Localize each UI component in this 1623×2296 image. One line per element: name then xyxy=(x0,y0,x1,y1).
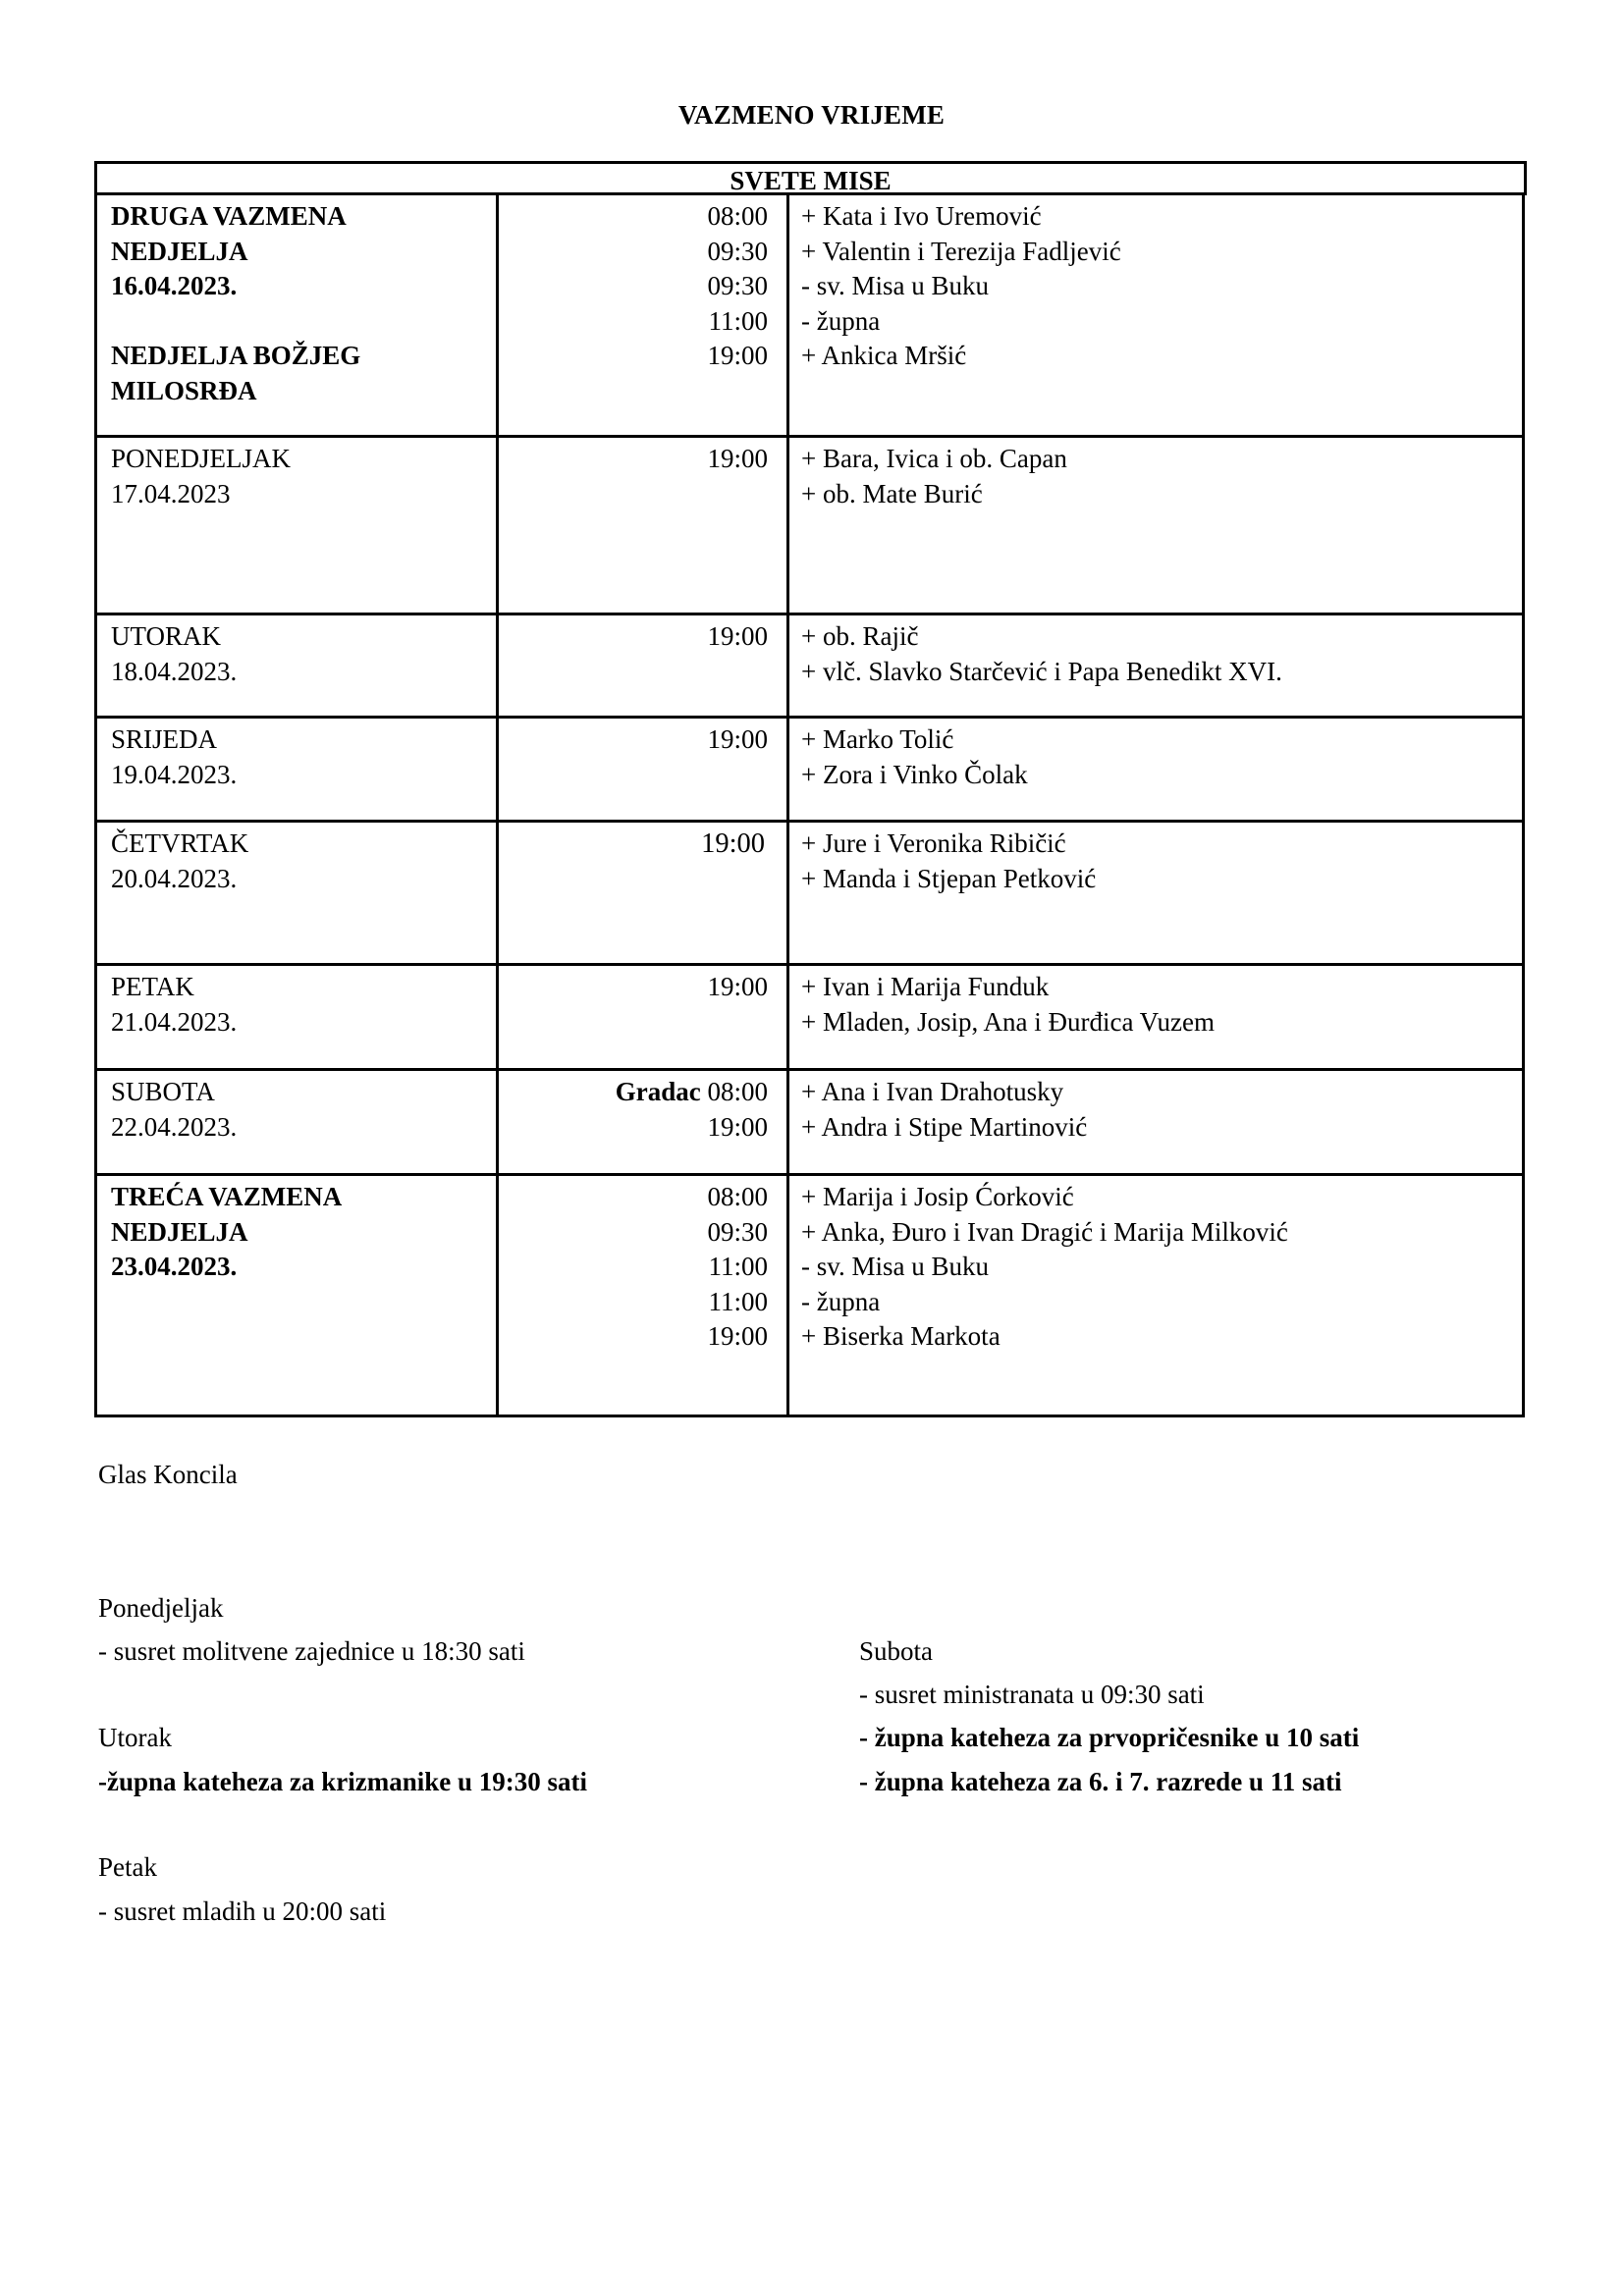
note-day-tuesday: Utorak xyxy=(98,1723,172,1752)
day-label: UTORAK xyxy=(111,621,222,651)
mass-intention: - župna xyxy=(801,1286,881,1316)
mass-intention: + Marija i Josip Ćorković xyxy=(801,1182,1074,1211)
intention-cell xyxy=(786,195,1525,435)
time-cell xyxy=(496,719,786,820)
note-item: - susret ministranata u 09:30 sati xyxy=(859,1680,1205,1709)
day-cell xyxy=(97,966,496,1068)
note-item: - župna kateheza za 6. i 7. razrede u 11 sati xyxy=(859,1767,1342,1796)
time-cell xyxy=(496,615,786,716)
mass-intention: + Marko Tolić xyxy=(801,724,954,754)
date-label: 23.04.2023. xyxy=(111,1252,238,1281)
note-day-saturday: Subota xyxy=(859,1636,934,1666)
mass-time: 09:30 xyxy=(707,271,768,300)
day-cell xyxy=(97,1176,496,1417)
date-label: 17.04.2023 xyxy=(111,478,231,508)
note-day-friday: Petak xyxy=(98,1852,157,1882)
mass-intention: + Valentin i Terezija Fadljević xyxy=(801,236,1121,266)
day-label: SRIJEDA xyxy=(111,724,218,754)
mass-intention: + Ankica Mršić xyxy=(801,341,967,370)
intention-cell xyxy=(786,615,1525,716)
mass-time: 19:00 xyxy=(707,724,768,754)
mass-intention: + Kata i Ivo Uremović xyxy=(801,201,1042,231)
table-row xyxy=(97,615,1525,719)
day-label: PONEDJELJAK xyxy=(111,444,292,473)
mass-time: 19:00 xyxy=(707,1321,768,1351)
time-cell xyxy=(496,195,786,435)
mass-time: 08:00 xyxy=(707,201,768,231)
feast-label: MILOSRĐA xyxy=(111,375,257,405)
mass-intention: + Andra i Stipe Martinović xyxy=(801,1111,1088,1142)
day-label: ČETVRTAK xyxy=(111,828,249,858)
mass-intention: + Biserka Markota xyxy=(801,1321,1001,1351)
mass-intention: + Mladen, Josip, Ana i Đurđica Vuzem xyxy=(801,1006,1216,1037)
day-label: TREĆA VAZMENA xyxy=(111,1182,343,1211)
day-cell xyxy=(97,1071,496,1173)
table-row xyxy=(97,195,1525,438)
mass-time: 19:00 xyxy=(707,1111,768,1142)
day-cell xyxy=(97,438,496,613)
note-item: - susret mladih u 20:00 sati xyxy=(98,1896,387,1926)
mass-intention: - sv. Misa u Buku xyxy=(801,1252,990,1281)
mass-intention: + vlč. Slavko Starčević i Papa Benedikt XVI. xyxy=(801,656,1282,686)
day-label: PETAK xyxy=(111,972,194,1001)
time-cell xyxy=(496,966,786,1068)
date-label: 21.04.2023. xyxy=(111,1006,238,1037)
mass-time: 19:00 xyxy=(707,444,768,473)
mass-intention: + Ivan i Marija Funduk xyxy=(801,972,1050,1001)
mass-time: 08:00 xyxy=(707,1182,768,1211)
feast-label: NEDJELJA BOŽJEG xyxy=(111,341,361,370)
date-label: 16.04.2023. xyxy=(111,271,238,300)
table-header-label: SVETE MISE xyxy=(730,166,892,195)
table-row xyxy=(97,719,1525,823)
mass-time: 09:30 xyxy=(707,1216,768,1247)
day-label: NEDJELJA xyxy=(111,1216,248,1247)
mass-time: 11:00 xyxy=(708,305,768,336)
note-item: - susret molitvene zajednice u 18:30 sati xyxy=(98,1636,525,1666)
time-cell xyxy=(496,823,786,963)
mass-intention: - sv. Misa u Buku xyxy=(801,271,990,300)
time-cell xyxy=(496,438,786,613)
day-cell xyxy=(97,195,496,435)
note-day-monday: Ponedjeljak xyxy=(98,1593,224,1623)
date-label: 19.04.2023. xyxy=(111,759,238,789)
mass-intention: + ob. Rajič xyxy=(801,621,919,651)
note-item: -župna kateheza za krizmanike u 19:30 sati xyxy=(98,1767,587,1796)
date-label: 22.04.2023. xyxy=(111,1111,238,1142)
mass-time: 19:00 xyxy=(707,341,768,370)
day-cell xyxy=(97,823,496,963)
day-cell xyxy=(97,615,496,716)
day-label: SUBOTA xyxy=(111,1077,215,1106)
table-row xyxy=(97,438,1525,615)
mass-intention: + ob. Mate Burić xyxy=(801,478,983,508)
mass-intention: + Ana i Ivan Drahotusky xyxy=(801,1077,1064,1106)
intention-cell xyxy=(786,438,1525,613)
day-label: DRUGA VAZMENA xyxy=(111,201,347,231)
mass-time: 11:00 xyxy=(708,1252,768,1281)
table-row xyxy=(97,823,1525,966)
mass-time: 11:00 xyxy=(708,1286,768,1316)
mass-schedule-table xyxy=(94,161,1529,1417)
mass-time: 19:00 xyxy=(707,972,768,1001)
intention-cell xyxy=(786,823,1525,963)
table-body xyxy=(94,195,1525,1417)
table-row xyxy=(97,1176,1525,1417)
intention-cell xyxy=(786,1176,1525,1417)
mass-intention: + Anka, Đuro i Ivan Dragić i Marija Milković xyxy=(801,1216,1288,1247)
mass-intention: + Jure i Veronika Ribičić xyxy=(801,828,1066,858)
date-label: 20.04.2023. xyxy=(111,863,238,893)
note-item: - župna kateheza za prvopričesnike u 10 sati xyxy=(859,1723,1360,1752)
mass-time: 09:30 xyxy=(707,236,768,266)
table-row xyxy=(97,1071,1525,1176)
mass-time: 19:00 xyxy=(707,621,768,651)
mass-intention: - župna xyxy=(801,305,881,336)
intention-cell xyxy=(786,719,1525,820)
mass-time: 08:00 xyxy=(707,1077,768,1106)
table-row xyxy=(97,966,1525,1071)
mass-intention: + Manda i Stjepan Petković xyxy=(801,863,1097,893)
time-cell xyxy=(496,1176,786,1417)
mass-intention: + Bara, Ivica i ob. Capan xyxy=(801,444,1067,473)
mass-intention: + Zora i Vinko Čolak xyxy=(801,759,1028,789)
date-label: 18.04.2023. xyxy=(111,656,238,686)
mass-time: 19:00 xyxy=(701,828,765,859)
time-cell xyxy=(496,1071,786,1173)
intention-cell xyxy=(786,1071,1525,1173)
glas-koncila-label: Glas Koncila xyxy=(98,1460,238,1489)
location-label: Gradac xyxy=(615,1077,701,1106)
day-label: NEDJELJA xyxy=(111,236,248,266)
intention-cell xyxy=(786,966,1525,1068)
day-cell xyxy=(97,719,496,820)
table-header xyxy=(94,161,1527,195)
page-title: VAZMENO VRIJEME xyxy=(677,100,946,130)
